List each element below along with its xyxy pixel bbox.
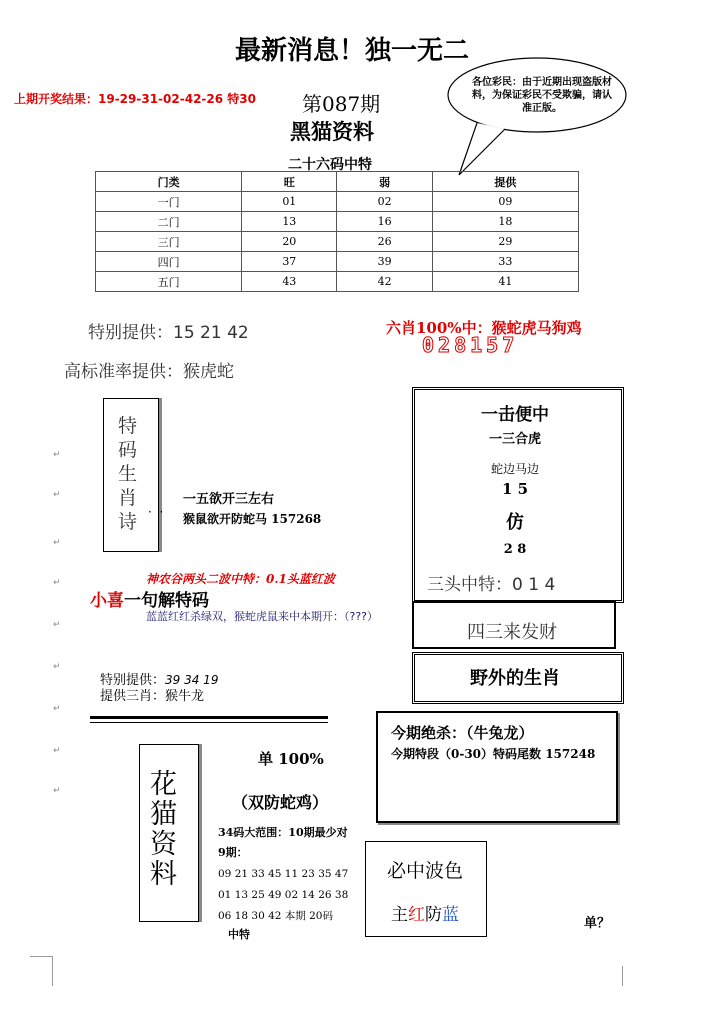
table-row [96, 252, 579, 272]
single-100-text: 单 100% [258, 750, 324, 768]
kill-line-2: 今期特段（0-30）特码尾数 157248 [391, 747, 596, 761]
six-digits: 028157 [422, 333, 519, 357]
last-result-text: 上期开奖结果：19-29-31-02-42-26 特30 [14, 92, 256, 106]
table-cell: 二门 [96, 212, 242, 232]
table-row [96, 192, 579, 212]
table-header-row [96, 172, 579, 192]
paragraph-mark: ↵ [53, 786, 61, 796]
table-row [96, 232, 579, 252]
divider-thin [90, 722, 328, 723]
paragraph-mark: ↵ [53, 746, 61, 756]
paragraph-mark: ↵ [53, 490, 61, 500]
page-corner-mark [52, 956, 53, 986]
table-cell: 37 [242, 252, 337, 272]
fang-char: 仿 [506, 512, 524, 533]
snake-horse-text: 蛇边马边 [490, 462, 539, 476]
table-cell: 33 [432, 252, 578, 272]
high-rate-text: 高标准率提供：猴虎蛇 [64, 362, 234, 382]
table-cell: 18 [432, 212, 578, 232]
poem-title: 特码生肖诗 [118, 415, 138, 533]
range-heading [218, 823, 348, 863]
table-cell: 01 [242, 192, 337, 212]
table-cell: 20 [242, 232, 337, 252]
table-row [96, 272, 579, 292]
special-offer-small [100, 672, 218, 705]
header-cell-offer: 提供 [432, 172, 578, 192]
single-question: 单？ [584, 916, 611, 931]
table-cell: 四门 [96, 252, 242, 272]
three-head-text: 三头中特：0 1 4 [427, 575, 556, 595]
table-cell: 三门 [96, 232, 242, 252]
wild-zodiac-text: 野外的生肖 [470, 668, 560, 689]
zhongte-text: 中特 [228, 928, 250, 941]
wave-color-title: 必中波色 [386, 860, 463, 882]
table-cell: 一门 [96, 192, 242, 212]
hit-subtitle: 一三合虎 [488, 432, 541, 447]
header-cell-category: 门类 [96, 172, 242, 192]
number-table [95, 171, 579, 292]
table-cell: 41 [432, 272, 578, 292]
table-cell: 13 [242, 212, 337, 232]
divider-thick [90, 716, 328, 719]
wave-main-label: 主 [391, 905, 408, 925]
range-line: 06 18 30 42 本期 20码 [218, 910, 333, 922]
table-cell: 26 [337, 232, 432, 252]
range-numbers [218, 864, 348, 927]
kill-line-1: 今期绝杀：（牛兔龙） [391, 724, 534, 742]
double-guard-text: （双防蛇鸡） [232, 793, 329, 812]
source-name: 黑猫资料 [290, 119, 374, 144]
range-line: 01 13 25 49 02 14 26 38 [218, 889, 349, 901]
wave-blue: 蓝 [442, 905, 459, 925]
range-heading-1: 34码大范围：10期最少对 [218, 826, 348, 839]
paragraph-mark: ↵ [53, 578, 61, 588]
table-caption: 二十六码中特 [288, 157, 372, 173]
special-small-label: 特别提供： [100, 673, 166, 688]
paragraph-mark: ↵ [53, 704, 61, 714]
table-cell: 16 [337, 212, 432, 232]
table-cell: 42 [337, 272, 432, 292]
color-clue-line: 蓝蓝红红杀绿双，猴蛇虎鼠来中本期开：（???） [146, 610, 379, 623]
page-corner-mark [30, 956, 52, 957]
six-zodiac-text: 六肖100%中：猴蛇虎马狗鸡 [386, 319, 582, 337]
issue-number: 第087期 [302, 92, 381, 116]
clue-main: 一句解特码 [124, 591, 209, 611]
dots-mark: · · [148, 505, 164, 519]
table-cell: 39 [337, 252, 432, 272]
three-zodiac-label: 提供三肖： [100, 689, 166, 704]
paragraph-mark: ↵ [53, 662, 61, 672]
poem-line-1: 一五欲开三左右 [183, 492, 275, 507]
paragraph-mark: ↵ [53, 620, 61, 630]
three-zodiac-value: 猴牛龙 [165, 689, 205, 704]
paragraph-mark: ↵ [53, 450, 61, 460]
red-wave-line: 神农谷两头二波中特：0.1头蓝红波 [146, 572, 335, 586]
notice-text: 各位彩民：由于近期出现盗版材料，为保证彩民不受欺骗，请认准正版。 [472, 77, 612, 114]
poem-line-2: 猴鼠欲开防蛇马 157268 [183, 512, 322, 526]
clue-prefix: 小喜 [90, 591, 124, 611]
nums-15: 1 5 [501, 480, 529, 498]
wave-color-answer [365, 900, 485, 925]
huamao-title: 花猫资料 [150, 769, 177, 890]
paragraph-mark: ↵ [53, 538, 61, 548]
special-offer: 特别提供：15 21 42 [88, 323, 249, 343]
wave-red: 红 [408, 905, 425, 925]
wave-guard-label: 防 [425, 905, 442, 925]
header-cell-strong: 旺 [242, 172, 337, 192]
special-small-value: 39 34 19 [165, 673, 219, 687]
table-cell: 43 [242, 272, 337, 292]
table-cell: 五门 [96, 272, 242, 292]
range-heading-2: 9期： [218, 846, 248, 859]
table-cell: 09 [432, 192, 578, 212]
table-cell: 29 [432, 232, 578, 252]
range-line: 09 21 33 45 11 23 35 47 [218, 868, 349, 880]
page-corner-mark [622, 966, 623, 986]
four-three-text: 四三来发财 [467, 622, 557, 643]
hit-title: 一击便中 [481, 405, 549, 425]
table-cell: 02 [337, 192, 432, 212]
table-row [96, 212, 579, 232]
nums-28: 2 8 [503, 542, 527, 557]
header-cell-weak: 弱 [337, 172, 432, 192]
page-title: 最新消息！独一无二 [234, 36, 469, 66]
